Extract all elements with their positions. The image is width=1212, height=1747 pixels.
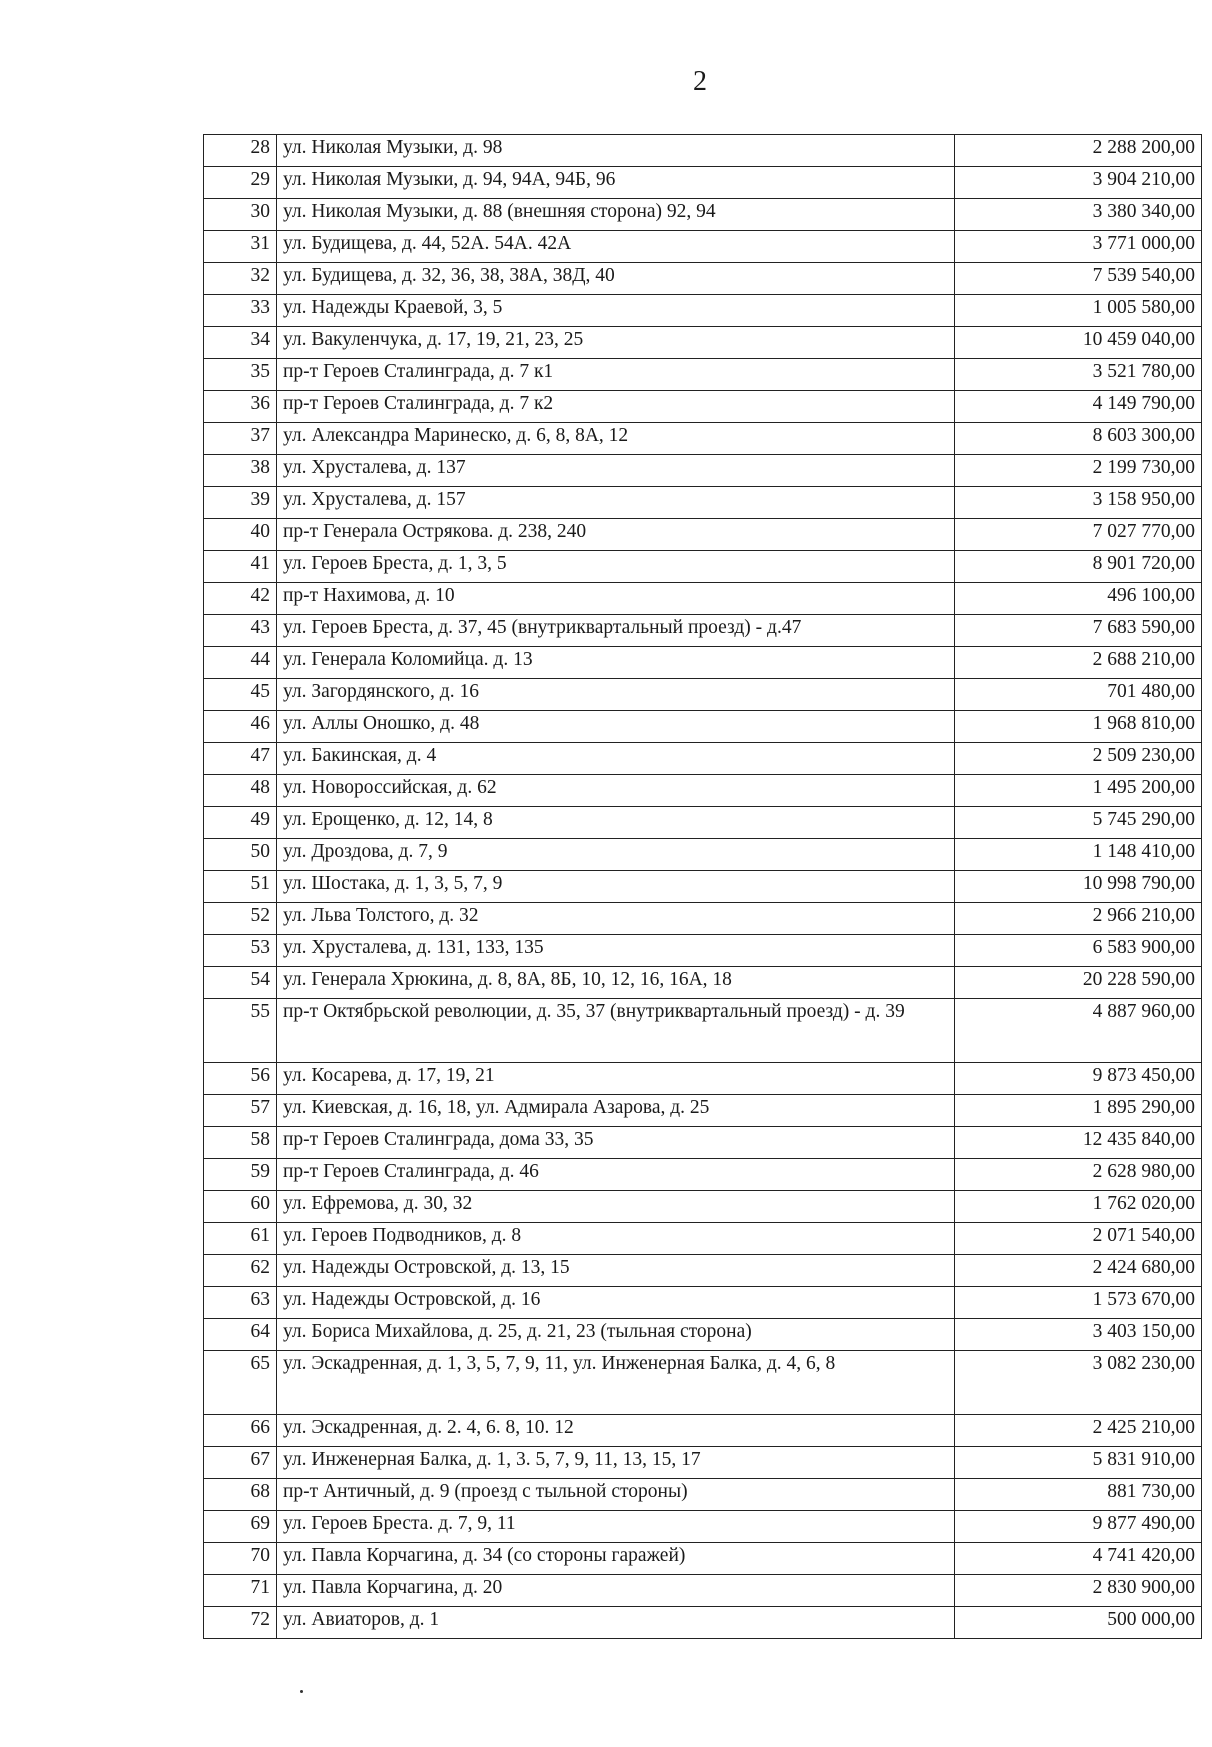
table-row [204,391,1202,423]
amount-cell: 3 904 210,00 [955,167,1202,199]
table-row [204,519,1202,551]
address-cell: ул. Киевская, д. 16, 18, ул. Адмирала Азарова, д. 25 [277,1095,955,1127]
amount-cell: 2 830 900,00 [955,1575,1202,1607]
address-cell: ул. Бориса Михайлова, д. 25, д. 21, 23 (тыльная сторона) [277,1319,955,1351]
address-cell: ул. Надежды Островской, д. 13, 15 [277,1255,955,1287]
amount-cell: 881 730,00 [955,1479,1202,1511]
address-cell: ул. Хрусталева, д. 157 [277,487,955,519]
amount-cell: 12 435 840,00 [955,1127,1202,1159]
address-cell: ул. Новороссийская, д. 62 [277,775,955,807]
amount-cell: 1 968 810,00 [955,711,1202,743]
row-number-cell: 64 [204,1319,277,1351]
table-row [204,1191,1202,1223]
address-cell: ул. Инженерная Балка, д. 1, 3. 5, 7, 9, 11, 13, 15, 17 [277,1447,955,1479]
row-number-cell: 50 [204,839,277,871]
amount-cell: 701 480,00 [955,679,1202,711]
address-cell: ул. Генерала Коломийца. д. 13 [277,647,955,679]
table-row [204,1095,1202,1127]
table-row [204,1351,1202,1415]
table-row [204,839,1202,871]
table-row [204,903,1202,935]
amount-cell: 2 288 200,00 [955,135,1202,167]
row-number-cell: 56 [204,1063,277,1095]
amount-cell: 3 082 230,00 [955,1351,1202,1415]
address-cell: пр-т Нахимова, д. 10 [277,583,955,615]
table-row [204,647,1202,679]
row-number-cell: 38 [204,455,277,487]
row-number-cell: 72 [204,1607,277,1639]
row-number-cell: 70 [204,1543,277,1575]
table-row [204,295,1202,327]
amount-cell: 5 831 910,00 [955,1447,1202,1479]
amount-cell: 1 495 200,00 [955,775,1202,807]
row-number-cell: 52 [204,903,277,935]
address-cell: ул. Будищева, д. 44, 52А. 54А. 42А [277,231,955,263]
row-number-cell: 33 [204,295,277,327]
scan-speck [300,1690,303,1693]
amount-cell: 3 158 950,00 [955,487,1202,519]
amount-cell: 4 149 790,00 [955,391,1202,423]
row-number-cell: 32 [204,263,277,295]
amount-cell: 9 877 490,00 [955,1511,1202,1543]
amount-cell: 7 027 770,00 [955,519,1202,551]
address-cell: ул. Косарева, д. 17, 19, 21 [277,1063,955,1095]
address-cell: ул. Генерала Хрюкина, д. 8, 8А, 8Б, 10, 12, 16, 16А, 18 [277,967,955,999]
address-cell: ул. Надежды Островской, д. 16 [277,1287,955,1319]
table-body [204,135,1202,1639]
address-cell: ул. Героев Подводников, д. 8 [277,1223,955,1255]
table-row [204,775,1202,807]
row-number-cell: 51 [204,871,277,903]
row-number-cell: 61 [204,1223,277,1255]
amount-cell: 3 403 150,00 [955,1319,1202,1351]
address-cell: ул. Шостака, д. 1, 3, 5, 7, 9 [277,871,955,903]
amount-cell: 4 741 420,00 [955,1543,1202,1575]
row-number-cell: 39 [204,487,277,519]
table-row [204,871,1202,903]
amount-cell: 1 148 410,00 [955,839,1202,871]
table-row [204,135,1202,167]
address-cell: ул. Павла Корчагина, д. 20 [277,1575,955,1607]
table-row [204,231,1202,263]
row-number-cell: 42 [204,583,277,615]
address-cell: ул. Хрусталева, д. 137 [277,455,955,487]
row-number-cell: 47 [204,743,277,775]
address-cell: ул. Вакуленчука, д. 17, 19, 21, 23, 25 [277,327,955,359]
table-row [204,1511,1202,1543]
address-cell: ул. Александра Маринеско, д. 6, 8, 8А, 12 [277,423,955,455]
row-number-cell: 49 [204,807,277,839]
address-cell: ул. Ефремова, д. 30, 32 [277,1191,955,1223]
amount-cell: 10 998 790,00 [955,871,1202,903]
table-row [204,935,1202,967]
table-row [204,679,1202,711]
row-number-cell: 55 [204,999,277,1063]
row-number-cell: 63 [204,1287,277,1319]
amount-cell: 496 100,00 [955,583,1202,615]
address-cell: ул. Эскадренная, д. 2. 4, 6. 8, 10. 12 [277,1415,955,1447]
address-cell: ул. Льва Толстого, д. 32 [277,903,955,935]
address-cell: ул. Хрусталева, д. 131, 133, 135 [277,935,955,967]
row-number-cell: 57 [204,1095,277,1127]
row-number-cell: 28 [204,135,277,167]
row-number-cell: 53 [204,935,277,967]
address-cell: ул. Ерощенко, д. 12, 14, 8 [277,807,955,839]
address-cell: ул. Павла Корчагина, д. 34 (со стороны гаражей) [277,1543,955,1575]
row-number-cell: 35 [204,359,277,391]
address-cell: пр-т Героев Сталинграда, д. 46 [277,1159,955,1191]
table-row [204,1127,1202,1159]
table-row [204,1223,1202,1255]
row-number-cell: 59 [204,1159,277,1191]
address-cell: пр-т Античный, д. 9 (проезд с тыльной стороны) [277,1479,955,1511]
table-row [204,167,1202,199]
amount-cell: 2 628 980,00 [955,1159,1202,1191]
amount-cell: 3 771 000,00 [955,231,1202,263]
amount-cell: 2 509 230,00 [955,743,1202,775]
amount-cell: 2 425 210,00 [955,1415,1202,1447]
table-row [204,711,1202,743]
table-row [204,1063,1202,1095]
amount-cell: 2 688 210,00 [955,647,1202,679]
amount-cell: 3 521 780,00 [955,359,1202,391]
row-number-cell: 30 [204,199,277,231]
row-number-cell: 29 [204,167,277,199]
table-row [204,743,1202,775]
address-cell: пр-т Героев Сталинграда, дома 33, 35 [277,1127,955,1159]
address-cell: пр-т Генерала Острякова. д. 238, 240 [277,519,955,551]
table-row [204,359,1202,391]
amount-cell: 2 199 730,00 [955,455,1202,487]
address-cell: ул. Николая Музыки, д. 88 (внешняя сторона) 92, 94 [277,199,955,231]
table-row [204,455,1202,487]
row-number-cell: 44 [204,647,277,679]
row-number-cell: 43 [204,615,277,647]
address-cell: ул. Николая Музыки, д. 94, 94А, 94Б, 96 [277,167,955,199]
table-row [204,1319,1202,1351]
amount-cell: 20 228 590,00 [955,967,1202,999]
table-row [204,1447,1202,1479]
amount-cell: 9 873 450,00 [955,1063,1202,1095]
amount-cell: 7 683 590,00 [955,615,1202,647]
amount-cell: 2 071 540,00 [955,1223,1202,1255]
table-row [204,967,1202,999]
address-cell: пр-т Октябрьской революции, д. 35, 37 (внутриквартальный проезд) - д. 39 [277,999,955,1063]
address-cell: ул. Героев Бреста. д. 7, 9, 11 [277,1511,955,1543]
table-row [204,1255,1202,1287]
row-number-cell: 31 [204,231,277,263]
amount-cell: 5 745 290,00 [955,807,1202,839]
table-row [204,263,1202,295]
row-number-cell: 41 [204,551,277,583]
amount-cell: 10 459 040,00 [955,327,1202,359]
amount-cell: 3 380 340,00 [955,199,1202,231]
row-number-cell: 58 [204,1127,277,1159]
row-number-cell: 34 [204,327,277,359]
table-row [204,551,1202,583]
address-cell: ул. Дроздова, д. 7, 9 [277,839,955,871]
table-row [204,327,1202,359]
amount-cell: 1 005 580,00 [955,295,1202,327]
row-number-cell: 54 [204,967,277,999]
row-number-cell: 71 [204,1575,277,1607]
address-cell: ул. Эскадренная, д. 1, 3, 5, 7, 9, 11, ул. Инженерная Балка, д. 4, 6, 8 [277,1351,955,1415]
table-row [204,199,1202,231]
address-cell: ул. Авиаторов, д. 1 [277,1607,955,1639]
row-number-cell: 60 [204,1191,277,1223]
address-cell: ул. Будищева, д. 32, 36, 38, 38А, 38Д, 40 [277,263,955,295]
amount-cell: 1 762 020,00 [955,1191,1202,1223]
amount-cell: 4 887 960,00 [955,999,1202,1063]
table-row [204,583,1202,615]
amount-cell: 8 901 720,00 [955,551,1202,583]
table-row [204,1607,1202,1639]
table-row [204,423,1202,455]
row-number-cell: 40 [204,519,277,551]
address-cell: пр-т Героев Сталинграда, д. 7 к1 [277,359,955,391]
amount-cell: 7 539 540,00 [955,263,1202,295]
amount-cell: 2 424 680,00 [955,1255,1202,1287]
page-number: 2 [693,66,707,97]
table-row [204,1543,1202,1575]
row-number-cell: 65 [204,1351,277,1415]
table-row [204,615,1202,647]
amount-cell: 1 895 290,00 [955,1095,1202,1127]
row-number-cell: 67 [204,1447,277,1479]
address-cell: ул. Аллы Оношко, д. 48 [277,711,955,743]
address-cell: ул. Надежды Краевой, 3, 5 [277,295,955,327]
address-amount-table [203,134,1202,1639]
address-cell: ул. Бакинская, д. 4 [277,743,955,775]
table-row [204,1575,1202,1607]
row-number-cell: 66 [204,1415,277,1447]
address-cell: ул. Загордянского, д. 16 [277,679,955,711]
row-number-cell: 36 [204,391,277,423]
table-row [204,1287,1202,1319]
row-number-cell: 48 [204,775,277,807]
row-number-cell: 62 [204,1255,277,1287]
amount-cell: 2 966 210,00 [955,903,1202,935]
table-row [204,487,1202,519]
table-row [204,1479,1202,1511]
amount-cell: 500 000,00 [955,1607,1202,1639]
amount-cell: 8 603 300,00 [955,423,1202,455]
address-cell: ул. Героев Бреста, д. 37, 45 (внутриквартальный проезд) - д.47 [277,615,955,647]
address-cell: пр-т Героев Сталинграда, д. 7 к2 [277,391,955,423]
amount-cell: 1 573 670,00 [955,1287,1202,1319]
table-row [204,999,1202,1063]
row-number-cell: 37 [204,423,277,455]
address-cell: ул. Николая Музыки, д. 98 [277,135,955,167]
row-number-cell: 68 [204,1479,277,1511]
table-row [204,1159,1202,1191]
row-number-cell: 45 [204,679,277,711]
table-row [204,807,1202,839]
amount-cell: 6 583 900,00 [955,935,1202,967]
row-number-cell: 46 [204,711,277,743]
row-number-cell: 69 [204,1511,277,1543]
table-row [204,1415,1202,1447]
address-cell: ул. Героев Бреста, д. 1, 3, 5 [277,551,955,583]
